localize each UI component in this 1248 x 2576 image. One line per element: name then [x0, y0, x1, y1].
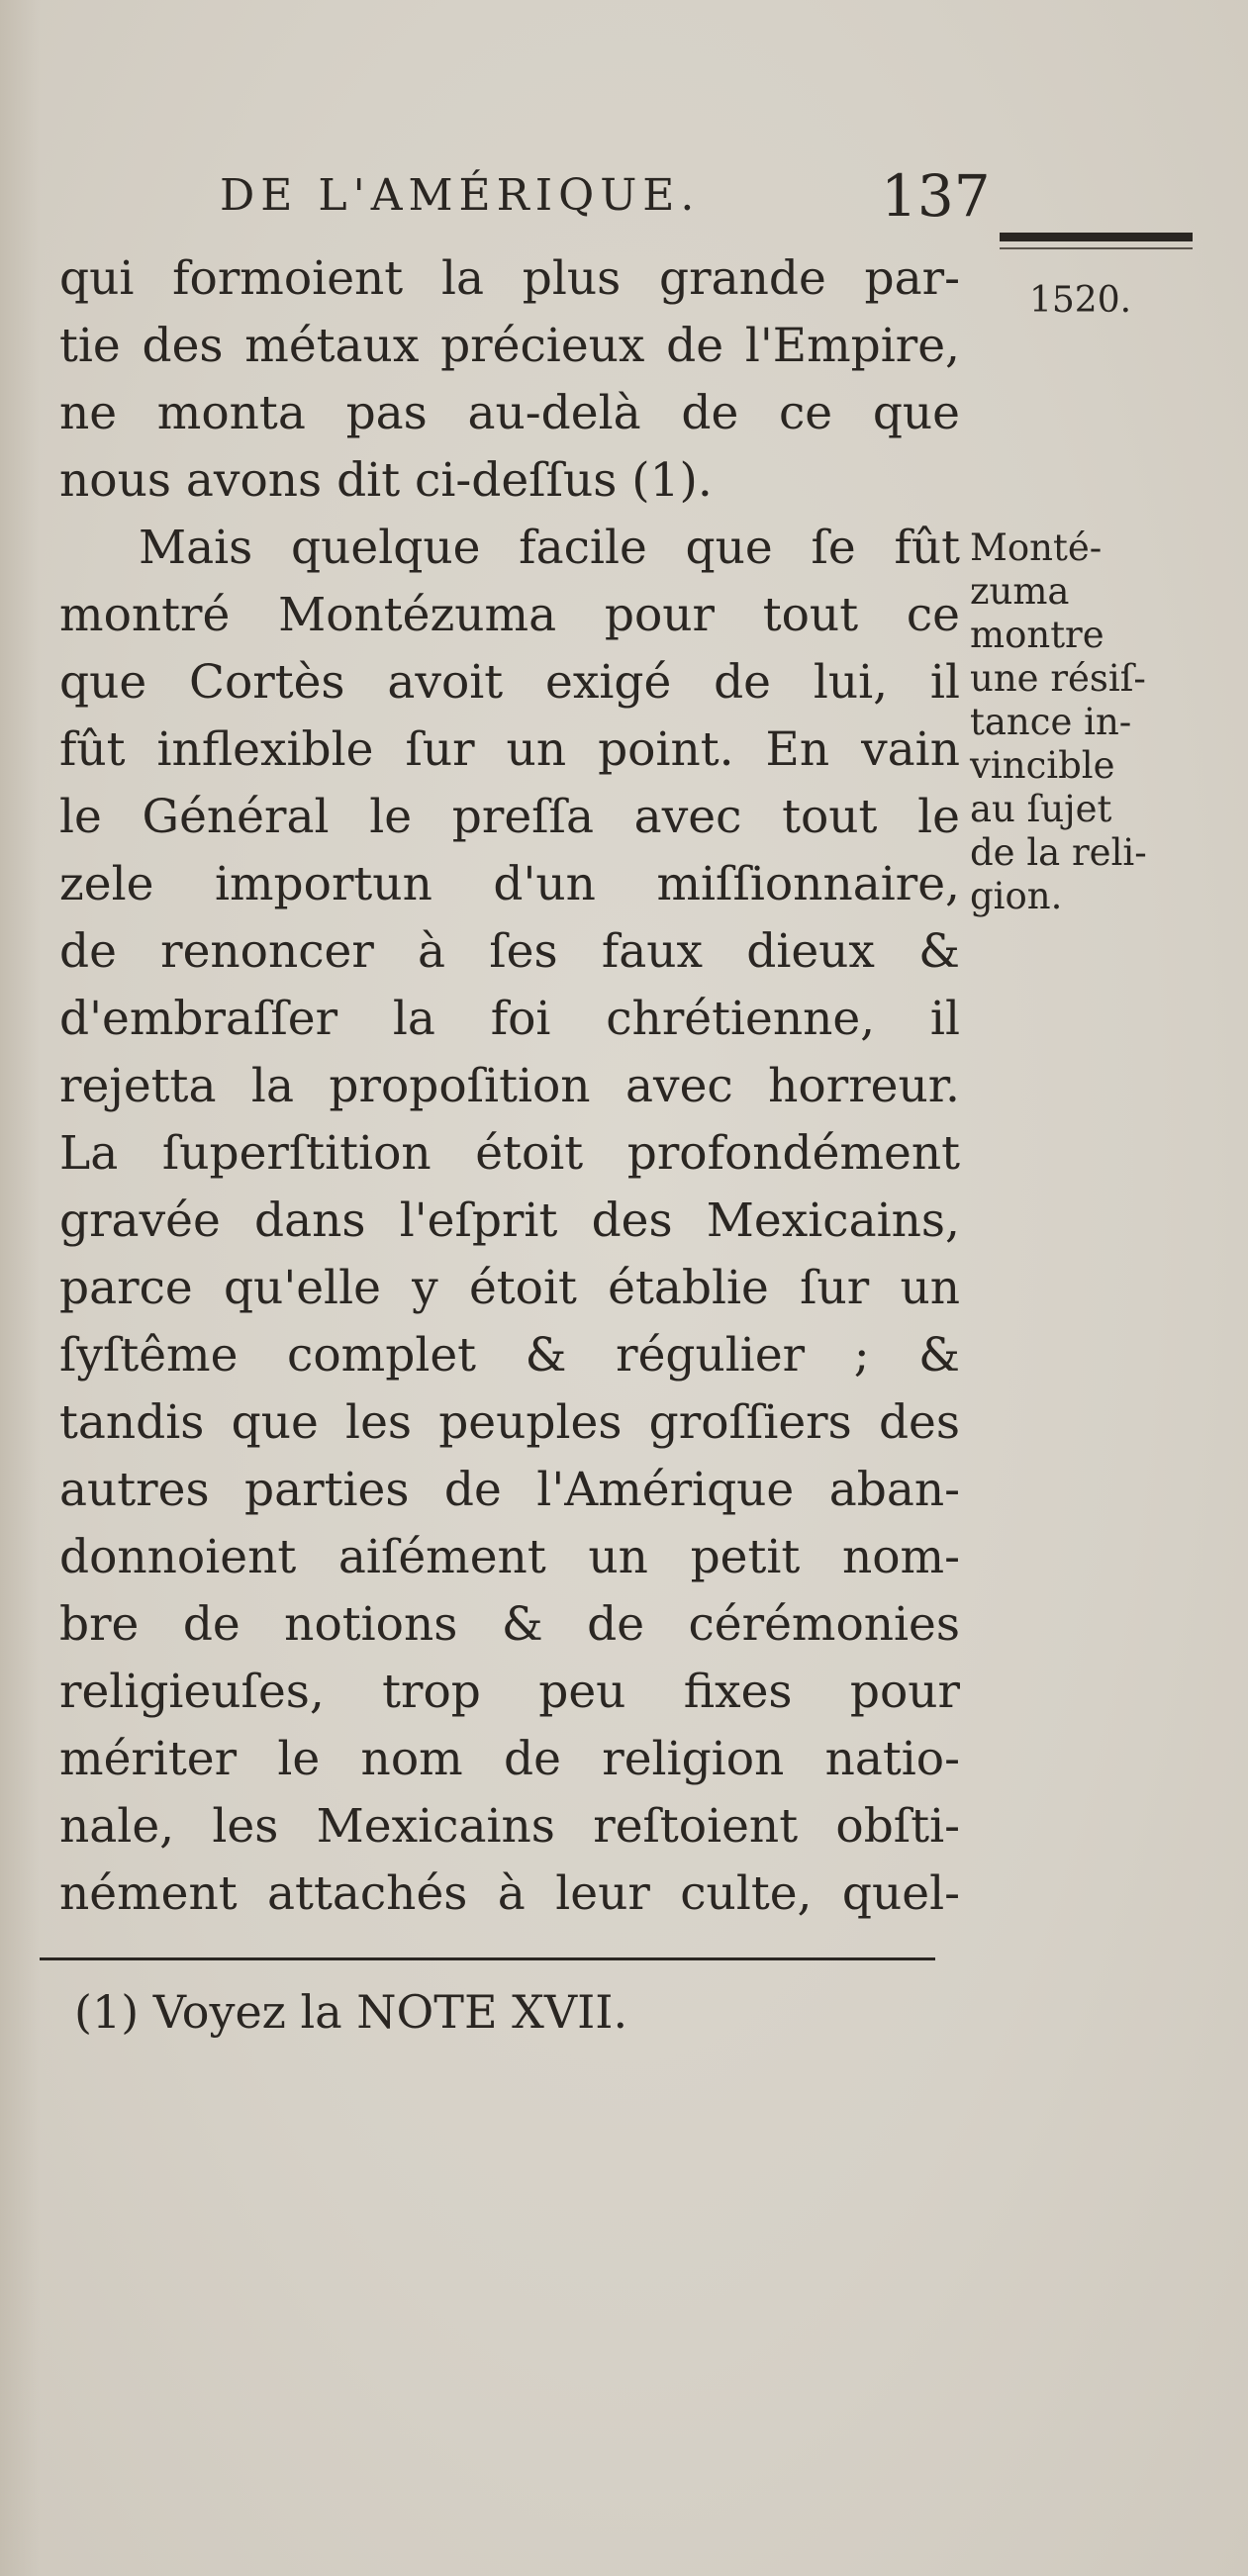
- body-line: fût inflexible ſur un point. En vain: [59, 722, 960, 777]
- body-line: gravée dans l'eſprit des Mexicains,: [59, 1193, 960, 1248]
- body-line: autres parties de l'Amérique aban-: [59, 1463, 960, 1517]
- page-number: 137: [881, 162, 991, 230]
- body-line: bre de notions & de cérémonies: [59, 1597, 960, 1652]
- margin-year: 1520.: [1029, 280, 1132, 321]
- body-line: de renoncer à ſes faux dieux &: [59, 924, 960, 979]
- body-line: zele importun d'un miſſionnaire,: [59, 857, 960, 911]
- side-note-line: de la reli-: [970, 831, 1147, 874]
- body-line: le Général le preſſa avec tout le: [59, 790, 960, 844]
- body-line: rejetta la propoſition avec horreur.: [59, 1059, 960, 1113]
- body-line: nément attachés à leur culte, quel-: [59, 1866, 960, 1921]
- body-line: La ſuperſtition étoit profondément: [59, 1126, 960, 1181]
- body-line: mériter le nom de religion natio-: [59, 1732, 960, 1786]
- margin-rule-thin: [1000, 247, 1193, 249]
- footnote: (1) Voyez la NOTE XVII.: [74, 1985, 628, 2039]
- running-head: DE L'AMÉRIQUE.: [220, 170, 701, 221]
- body-text: [59, 245, 960, 1928]
- footnote-divider: [40, 1957, 935, 1960]
- body-line: donnoient aiſément un petit nom-: [59, 1530, 960, 1584]
- body-line: religieuſes, trop peu fixes pour: [59, 1665, 960, 1719]
- body-line: nous avons dit ci-deſſus (1).: [59, 453, 713, 508]
- body-line: nale, les Mexicains reſtoient obſti-: [59, 1799, 960, 1854]
- body-line: parce qu'elle y étoit établie ſur un: [59, 1261, 960, 1315]
- side-note-line: gion.: [970, 875, 1063, 917]
- body-line: tandis que les peuples groſſiers des: [59, 1395, 960, 1450]
- page-header: [0, 162, 1248, 230]
- side-note-line: Monté-: [970, 526, 1103, 569]
- body-line: tie des métaux précieux de l'Empire,: [59, 319, 960, 373]
- body-line: d'embraſſer la foi chrétienne, il: [59, 992, 960, 1046]
- margin-rule-thick: [1000, 233, 1193, 241]
- side-note-line: une résiſ-: [970, 657, 1146, 700]
- side-note-line: vincible: [970, 744, 1115, 787]
- side-note-line: au ſujet: [970, 788, 1112, 830]
- side-note: [970, 526, 1207, 918]
- body-line: ne monta pas au-delà de ce que: [59, 386, 960, 440]
- body-line: qui formoient la plus grande par-: [59, 251, 960, 306]
- side-note-line: montre: [970, 614, 1104, 656]
- body-line: ſyſtême complet & régulier ; &: [59, 1328, 960, 1383]
- body-line: que Cortès avoit exigé de lui, il: [59, 655, 960, 710]
- side-note-line: zuma: [970, 570, 1070, 613]
- body-line: montré Montézuma pour tout ce: [59, 588, 960, 642]
- paragraph-start-line: Mais quelque facile que ſe fût: [139, 521, 960, 575]
- page-gutter-shadow: [0, 0, 40, 2576]
- side-note-line: tance in-: [970, 701, 1132, 743]
